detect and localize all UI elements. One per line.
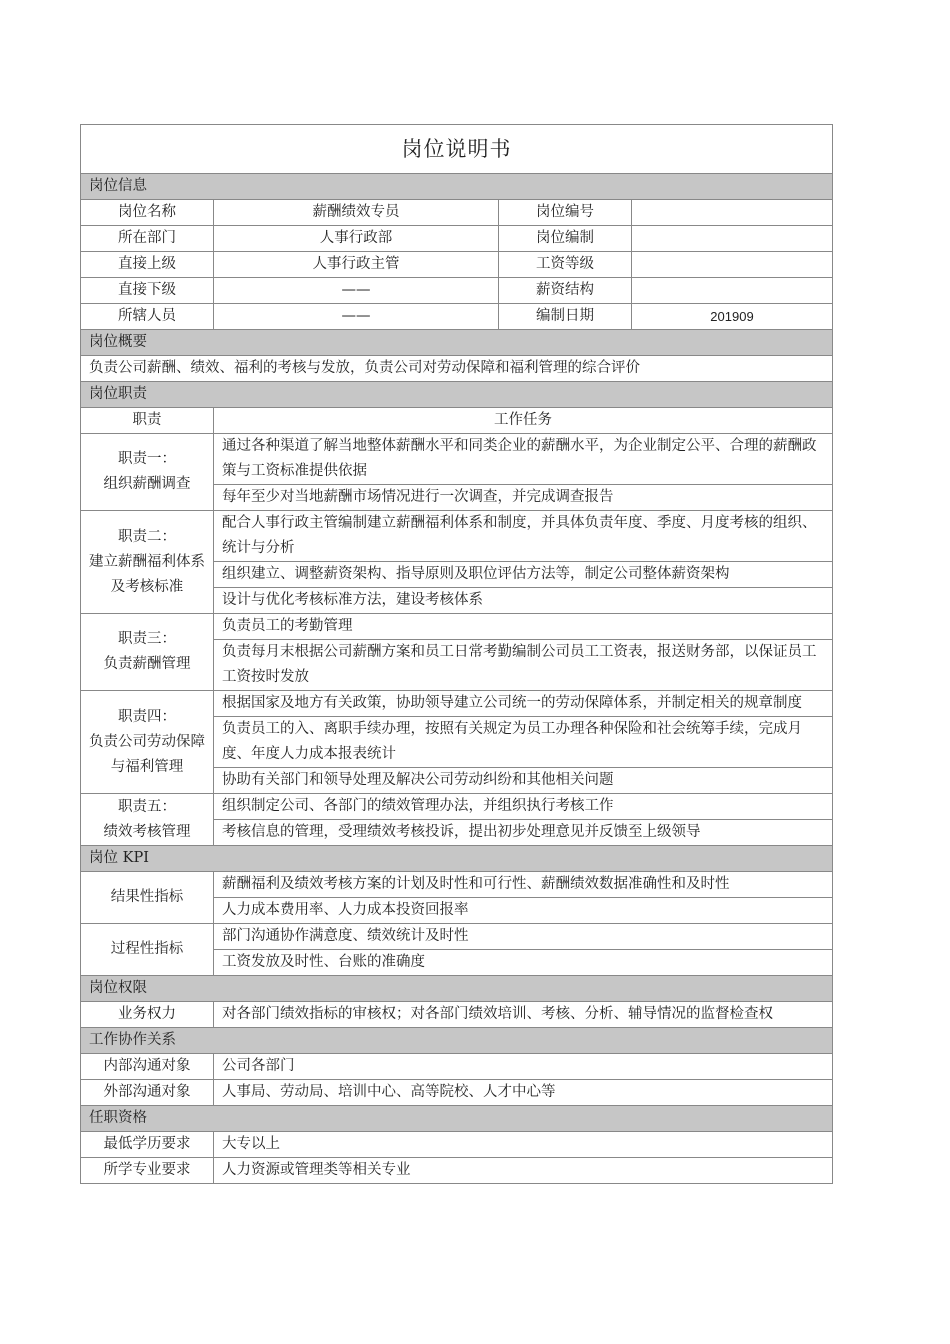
kpi-item: 部门沟通协作满意度、绩效统计及时性 — [214, 924, 833, 950]
info-row — [81, 278, 833, 304]
info-value — [632, 200, 833, 226]
info-value: —— — [214, 278, 499, 304]
info-label: 编制日期 — [499, 304, 632, 330]
task-column-header: 工作任务 — [214, 408, 833, 434]
info-value — [632, 252, 833, 278]
duty-task: 设计与优化考核标准方法，建设考核体系 — [214, 588, 833, 614]
qualification-label: 所学专业要求 — [81, 1158, 214, 1184]
duty-row — [81, 434, 833, 485]
section-header-overview: 岗位概要 — [81, 330, 833, 356]
kpi-item: 人力成本费用率、人力成本投资回报率 — [214, 898, 833, 924]
qualification-label: 最低学历要求 — [81, 1132, 214, 1158]
qualification-row — [81, 1158, 833, 1184]
info-row — [81, 252, 833, 278]
section-header-authority: 岗位权限 — [81, 976, 833, 1002]
compile-date-value: 201909 — [632, 304, 833, 330]
info-label: 直接上级 — [81, 252, 214, 278]
info-label: 直接下级 — [81, 278, 214, 304]
kpi-item: 工资发放及时性、台账的准确度 — [214, 950, 833, 976]
duty-task: 协助有关部门和领导处理及解决公司劳动纠纷和其他相关问题 — [214, 768, 833, 794]
info-value: 人事行政主管 — [214, 252, 499, 278]
kpi-label: 结果性指标 — [81, 872, 214, 924]
info-label: 工资等级 — [499, 252, 632, 278]
authority-label: 业务权力 — [81, 1002, 214, 1028]
overview-text: 负责公司薪酬、绩效、福利的考核与发放，负责公司对劳动保障和福利管理的综合评价 — [81, 356, 833, 382]
duty-number: 职责二： — [118, 528, 176, 545]
info-label: 所在部门 — [81, 226, 214, 252]
authority-row — [81, 1002, 833, 1028]
info-label: 岗位编制 — [499, 226, 632, 252]
info-label: 岗位编号 — [499, 200, 632, 226]
info-label: 所辖人员 — [81, 304, 214, 330]
duty-task: 组织制定公司、各部门的绩效管理办法，并组织执行考核工作 — [214, 794, 833, 820]
relation-row — [81, 1080, 833, 1106]
duty-task: 考核信息的管理，受理绩效考核投诉，提出初步处理意见并反馈至上级领导 — [214, 820, 833, 846]
info-row — [81, 200, 833, 226]
duty-task: 负责每月末根据公司薪酬方案和员工日常考勤编制公司员工工资表，报送财务部，以保证员工工资按时发放 — [214, 640, 833, 691]
duty-task: 根据国家及地方有关政策，协助领导建立公司统一的劳动保障体系，并制定相关的规章制度 — [214, 691, 833, 717]
info-row — [81, 226, 833, 252]
duty-row — [81, 614, 833, 640]
info-value — [632, 278, 833, 304]
info-row — [81, 304, 833, 330]
section-header-duties: 岗位职责 — [81, 382, 833, 408]
section-header-info: 岗位信息 — [81, 174, 833, 200]
info-value: —— — [214, 304, 499, 330]
qualification-row — [81, 1132, 833, 1158]
duty-name — [81, 614, 214, 691]
duty-column-header: 职责 — [81, 408, 214, 434]
duty-title: 负责公司劳动保障与福利管理 — [89, 733, 205, 775]
job-description-table — [80, 124, 833, 1184]
duty-number: 职责四： — [118, 708, 176, 725]
kpi-label: 过程性指标 — [81, 924, 214, 976]
info-value: 人事行政部 — [214, 226, 499, 252]
relation-text: 公司各部门 — [214, 1054, 833, 1080]
duty-task: 通过各种渠道了解当地整体薪酬水平和同类企业的薪酬水平，为企业制定公平、合理的薪酬政策与工资标准提供依据 — [214, 434, 833, 485]
duty-title: 绩效考核管理 — [103, 823, 191, 840]
duty-task: 负责员工的考勤管理 — [214, 614, 833, 640]
duty-number: 职责五： — [118, 798, 176, 815]
duty-number: 职责三： — [118, 631, 176, 647]
duty-name — [81, 434, 214, 511]
duty-task: 组织建立、调整薪资架构、指导原则及职位评估方法等，制定公司整体薪资架构 — [214, 562, 833, 588]
kpi-row — [81, 872, 833, 898]
info-label: 岗位名称 — [81, 200, 214, 226]
duty-task: 负责员工的入、离职手续办理，按照有关规定为员工办理各种保险和社会统筹手续，完成月度、年度人力成本报表统计 — [214, 717, 833, 768]
info-value — [632, 226, 833, 252]
duty-name — [81, 511, 214, 614]
info-value: 薪酬绩效专员 — [214, 200, 499, 226]
kpi-row — [81, 924, 833, 950]
page-title: 岗位说明书 — [81, 125, 833, 174]
relation-row — [81, 1054, 833, 1080]
duty-row — [81, 691, 833, 717]
authority-text: 对各部门绩效指标的审核权；对各部门绩效培训、考核、分析、辅导情况的监督检查权 — [214, 1002, 833, 1028]
duty-title: 建立薪酬福利体系及考核标准 — [89, 553, 205, 595]
section-header-kpi: 岗位 KPI — [81, 846, 833, 872]
duty-row — [81, 511, 833, 562]
kpi-item: 薪酬福利及绩效考核方案的计划及时性和可行性、薪酬绩效数据准确性和及时性 — [214, 872, 833, 898]
relation-text: 人事局、劳动局、培训中心、高等院校、人才中心等 — [214, 1080, 833, 1106]
qualification-text: 大专以上 — [214, 1132, 833, 1158]
section-header-relations: 工作协作关系 — [81, 1028, 833, 1054]
duty-title: 组织薪酬调查 — [103, 476, 191, 492]
duty-task: 每年至少对当地薪酬市场情况进行一次调查，并完成调查报告 — [214, 485, 833, 511]
relation-label: 外部沟通对象 — [81, 1080, 214, 1106]
qualification-text: 人力资源或管理类等相关专业 — [214, 1158, 833, 1184]
section-header-qualifications: 任职资格 — [81, 1106, 833, 1132]
info-label: 薪资结构 — [499, 278, 632, 304]
duty-title: 负责薪酬管理 — [103, 656, 191, 672]
relation-label: 内部沟通对象 — [81, 1054, 214, 1080]
duty-number: 职责一： — [118, 451, 176, 467]
duty-task: 配合人事行政主管编制建立薪酬福利体系和制度，并具体负责年度、季度、月度考核的组织、统计与分析 — [214, 511, 833, 562]
duty-name — [81, 691, 214, 794]
duty-name — [81, 794, 214, 846]
duty-row — [81, 794, 833, 820]
